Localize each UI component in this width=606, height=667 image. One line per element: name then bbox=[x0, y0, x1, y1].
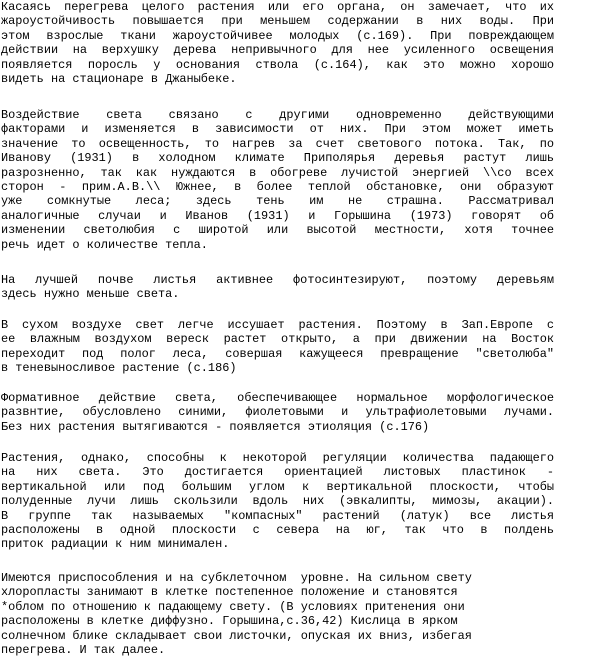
text-line: Касаясь перегрева целого растения или его органа, он замечает, что их bbox=[1, 0, 554, 14]
text-line: речь идет о количестве тепла. bbox=[1, 237, 208, 252]
text-line: аналогичные случаи и Иванов (1931) и Горышина (1973) говорят об bbox=[1, 208, 554, 223]
paragraph-6 bbox=[1, 451, 554, 552]
text-line: Растения, однако, способны к некоторой регуляции количества падающего bbox=[1, 451, 554, 465]
paragraph-5 bbox=[1, 391, 554, 434]
text-line: действии на верхушку дерева непривычного для нее усиленного освещения bbox=[1, 43, 554, 58]
text-line: уже сомкнутые леса; здесь тень им не страшна. Рассматривал bbox=[1, 194, 554, 209]
text-line: В группе так называемых "компасных" растений (латук) все листья bbox=[1, 508, 554, 523]
paragraph-7 bbox=[1, 571, 554, 657]
text-line: факторами и изменяется в зависимости от них. При этом может иметь bbox=[1, 122, 554, 137]
text-line: На лучшей почве листья активнее фотосинтезируют, поэтому деревьям bbox=[1, 273, 554, 287]
text-line: Формативное действие света, обеспечивающее нормальное морфологическое bbox=[1, 391, 554, 405]
text-line: расположены в клетке диффузно. Горышина,с.36,42) Кислица в ярком bbox=[1, 614, 458, 629]
text-line: перегрева. И так далее. bbox=[1, 642, 166, 657]
paragraph-2 bbox=[1, 108, 554, 252]
text-line: появляется поросль у основания ствола (с.164), как это можно хорошо bbox=[1, 57, 554, 72]
text-line: жароустойчивость повышается при меньшем содержании в них воды. При bbox=[1, 14, 554, 29]
text-line: солнечном блике складывает свои листочки, опуская их вниз, избегая bbox=[1, 628, 472, 643]
text-line: значение то освещенность, то нагрев за счет светового потока. Так, по bbox=[1, 136, 554, 151]
text-line: здесь нужно меньше света. bbox=[1, 287, 180, 302]
text-line: вертикальной или под большим углом к вертикальной плоскости, чтобы bbox=[1, 479, 554, 494]
text-line: Без них растения вытягиваются - появляется этиоляция (с.176) bbox=[1, 419, 430, 434]
text-line: хлоропласты занимают в клетке постепенное положение и становятся bbox=[1, 585, 458, 600]
paragraph-4 bbox=[1, 318, 554, 376]
text-line: полуденные лучи лишь скользили вдоль них (эвкалипты, мимозы, акации). bbox=[1, 494, 554, 509]
text-line: ее влажным воздухом вереск растет открыто, а при движении на Восток bbox=[1, 332, 554, 347]
text-line: сторон - прим.А.В.\\ Южнее, в более теплой обстановке, они образуют bbox=[1, 179, 554, 194]
paragraph-3 bbox=[1, 273, 554, 302]
text-line: Воздействие света связано с другими одновременно действующими bbox=[1, 108, 554, 122]
paragraph-1 bbox=[1, 0, 554, 86]
text-line: Иванову (1931) в холодном климате Приполярья деревья растут лишь bbox=[1, 151, 554, 166]
text-line: этом взрослые ткани жароустойчивее молодых (с.169). При повреждающем bbox=[1, 28, 554, 43]
text-line: на них света. Это достигается ориентацией листовых пластинок - bbox=[1, 465, 554, 480]
text-line: расположены в одной плоскости с севера на юг, так что в полдень bbox=[1, 522, 554, 537]
text-line: развнтие, обусловлено синими, фиолетовыми и ультрафиолетовыми лучами. bbox=[1, 405, 554, 420]
text-line: *облом по отношению к падающему свету. (В условиях притенения они bbox=[1, 599, 465, 614]
text-line: Имеются приспособления и на субклеточном уровне. На сильном свету bbox=[1, 571, 472, 585]
text-line: переходит под полог леса, совершая кажущееся превращение "светолюба" bbox=[1, 346, 554, 361]
text-line: приток радиации к ним минимален. bbox=[1, 537, 230, 552]
text-line: в теневыносливое растение (с.186) bbox=[1, 361, 237, 376]
text-line: изменении светолюбия с широтой или высотой местности, хотя точнее bbox=[1, 223, 554, 238]
text-line: видеть на стационаре в Джаныбеке. bbox=[1, 71, 237, 86]
text-line: разрозненно, так как нуждаются в обогреве лучистой энергией \\со всех bbox=[1, 165, 554, 180]
text-line: В сухом воздухе свет легче иссушает растения. Поэтому в Зап.Европе с bbox=[1, 318, 554, 332]
